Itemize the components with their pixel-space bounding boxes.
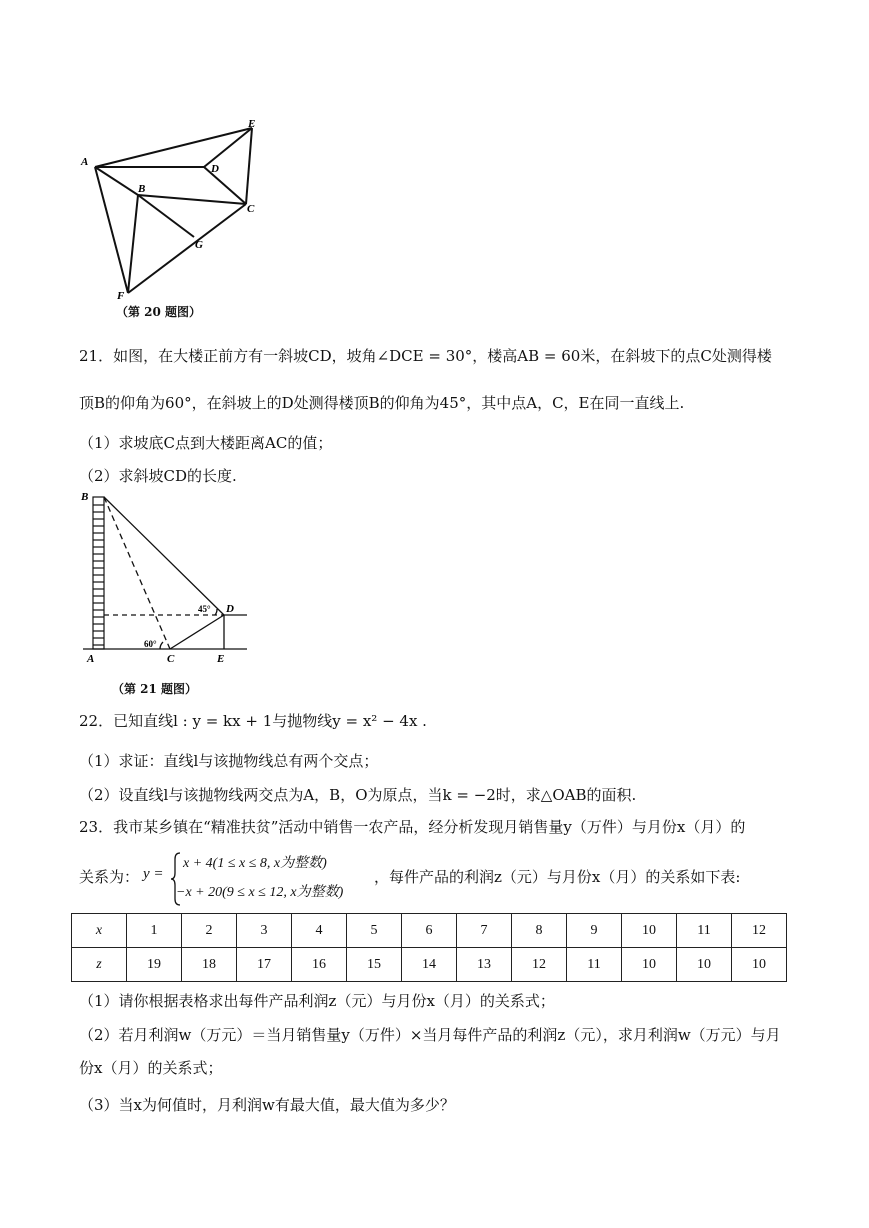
figure-21-lines (83, 497, 247, 649)
table-cell: 12 (512, 948, 567, 982)
table-cell: 9 (567, 914, 622, 948)
building (93, 497, 104, 649)
fig21-angle-45: 45° (198, 604, 211, 614)
table-row-x (72, 914, 787, 948)
q23-case2: −x + 20(9 ≤ x ≤ 12, x为整数) (176, 885, 344, 900)
fig20-label-e: E (248, 118, 256, 130)
figure-21 (75, 488, 255, 668)
table-cell: 6 (402, 914, 457, 948)
q23-sub2a: （2）若月利润w（万元）＝当月销售量y（万件）×当月每件产品的利润z（元），求月利润w（万元）与月 (79, 1026, 781, 1044)
table-cell: 4 (292, 914, 347, 948)
table-cell: 1 (127, 914, 182, 948)
fig21-label-c: C (167, 653, 175, 665)
table-cell: 16 (292, 948, 347, 982)
fig21-label-b: B (81, 491, 89, 503)
table-cell: 12 (732, 914, 787, 948)
q21-sub2: （2）求斜坡CD的长度. (79, 467, 237, 485)
table-row-z (72, 948, 787, 982)
fig20-caption: （第 20 题图） (116, 305, 202, 319)
fig20-label-b: B (138, 183, 146, 195)
fig21-label-d: D (226, 603, 234, 615)
q23-case1: x + 4(1 ≤ x ≤ 8, x为整数) (183, 856, 327, 871)
fig21-label-a: A (87, 653, 95, 665)
fig21-label-e: E (217, 653, 225, 665)
table-cell: 11 (567, 948, 622, 982)
table-cell: 10 (732, 948, 787, 982)
table-cell: 15 (347, 948, 402, 982)
figure-20-lines (95, 128, 252, 293)
fig20-label-a: A (81, 156, 89, 168)
q23-rel-suffix: ，每件产品的利润z（元）与月份x（月）的关系如下表: (374, 868, 741, 886)
q22-sub2: （2）设直线l与该抛物线两交点为A，B，O为原点，当k = −2时，求△OAB的面积. (79, 786, 637, 804)
q21-line2: 顶B的仰角为60°，在斜坡上的D处测得楼顶B的仰角为45°，其中点A，C，E在同一直线上. (79, 394, 685, 412)
table-cell: 14 (402, 948, 457, 982)
q23-sub3: （3）当x为何值时，月利润w有最大值，最大值为多少？ (79, 1096, 455, 1114)
figure-20 (70, 110, 280, 310)
fig20-label-f: F (117, 290, 125, 302)
table-cell: 8 (512, 914, 567, 948)
table-cell: x (72, 914, 127, 948)
table-cell: 10 (622, 948, 677, 982)
q23-sub2b: 份x（月）的关系式； (79, 1059, 223, 1077)
table-cell: 11 (677, 914, 732, 948)
fig21-caption: （第 21 题图） (112, 682, 198, 696)
fig20-label-d: D (211, 163, 219, 175)
fig20-label-g: G (195, 239, 203, 251)
table-cell: 7 (457, 914, 512, 948)
table-cell: 5 (347, 914, 402, 948)
q23-line1: 23．我市某乡镇在“精准扶贫”活动中销售一农产品，经分析发现月销售量y（万件）与月份x（月）的 (79, 818, 746, 836)
table-cell: 19 (127, 948, 182, 982)
table-cell: 2 (182, 914, 237, 948)
table-cell: 18 (182, 948, 237, 982)
fig20-label-c: C (247, 203, 255, 215)
q23-sub1: （1）请你根据表格求出每件产品利润z（元）与月份x（月）的关系式； (79, 992, 555, 1010)
q23-table (71, 913, 787, 982)
table-cell: 17 (237, 948, 292, 982)
q21-sub1: （1）求坡底C点到大楼距离AC的值； (79, 434, 333, 452)
table-cell: 10 (622, 914, 677, 948)
table-cell: 3 (237, 914, 292, 948)
fig21-angle-60: 60° (144, 639, 157, 649)
table-cell: 13 (457, 948, 512, 982)
table-cell: z (72, 948, 127, 982)
q21-line1: 21．如图，在大楼正前方有一斜坡CD，坡角∠DCE = 30°，楼高AB = 60米，在斜坡下的点C处测得楼 (79, 347, 772, 365)
q23-y-eq: y = (143, 866, 164, 882)
q22-line1: 22．已知直线l : y = kx + 1与抛物线y = x² − 4x . (79, 712, 427, 730)
q23-rel-prefix: 关系为： (79, 868, 140, 886)
q22-sub1: （1）求证：直线l与该抛物线总有两个交点； (79, 752, 379, 770)
table-cell: 10 (677, 948, 732, 982)
